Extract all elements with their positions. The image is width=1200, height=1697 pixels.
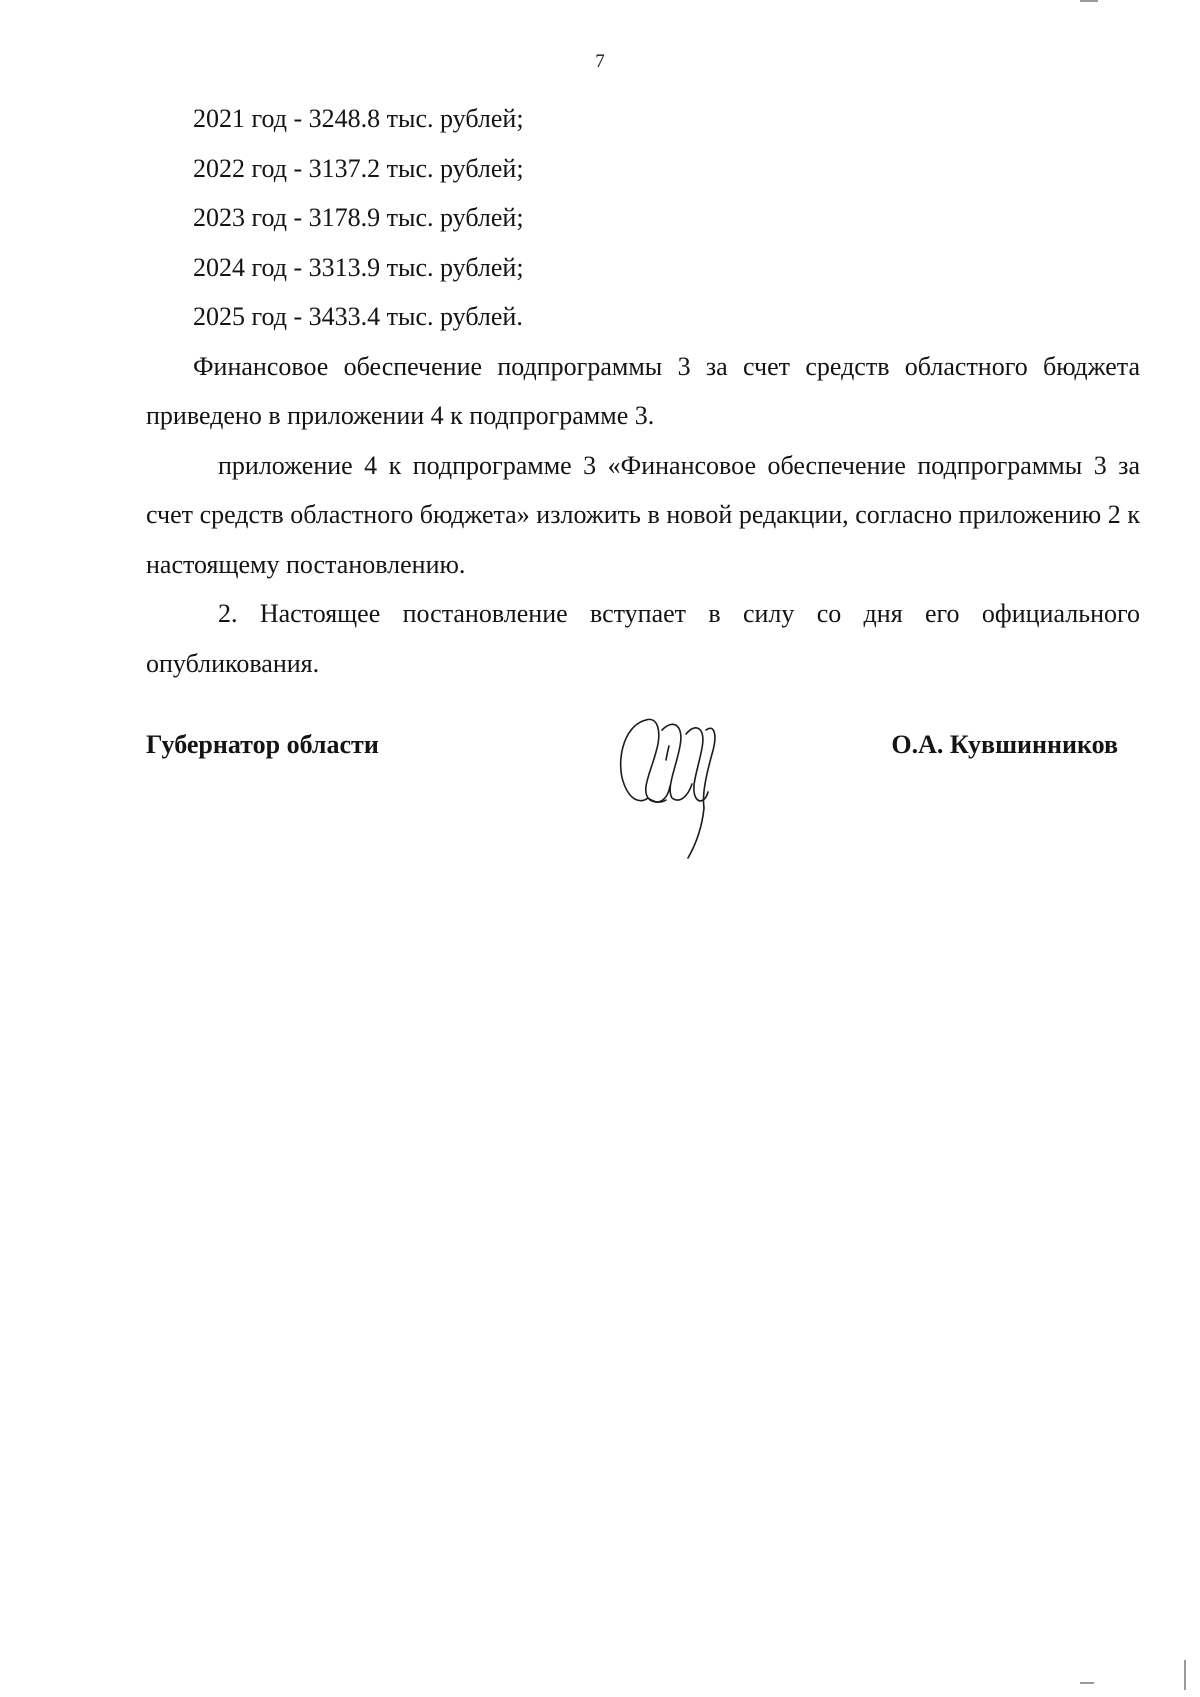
funding-year-2023: 2023 год - 3178.9 тыс. рублей; <box>193 203 524 232</box>
scan-edge-mark <box>1080 1682 1094 1684</box>
funding-year-2025: 2025 год - 3433.4 тыс. рублей. <box>193 302 523 331</box>
signature-block <box>0 712 1200 872</box>
funding-year-2021: 2021 год - 3248.8 тыс. рублей; <box>193 104 524 133</box>
page-number: 7 <box>595 51 605 72</box>
signatory-name: О.А. Кувшинников <box>891 730 1118 759</box>
funding-year-2024: 2024 год - 3313.9 тыс. рублей; <box>193 252 524 282</box>
signatory-title: Губернатор области <box>146 730 379 759</box>
scan-edge-mark <box>1080 0 1098 2</box>
scan-edge-mark <box>1184 1660 1186 1690</box>
appendix-paragraph: приложение 4 к подпрограмме 3 «Финансовое обеспечение подпрограммы 3 за счет средств областного бюджета» изложить в новой редакции, согласно приложению 2 к настоящему постановлению. <box>146 450 1140 579</box>
handwritten-signature <box>610 712 740 862</box>
funding-year-2022: 2022 год - 3137.2 тыс. рублей; <box>193 153 524 183</box>
document-body <box>146 94 1140 688</box>
financing-paragraph: Финансовое обеспечение подпрограммы 3 за счет средств областного бюджета приведено в приложении 4 к подпрограмме 3. <box>146 351 1140 430</box>
effect-paragraph: 2. Настоящее постановление вступает в силу со дня его официального опубликования. <box>146 599 1140 678</box>
